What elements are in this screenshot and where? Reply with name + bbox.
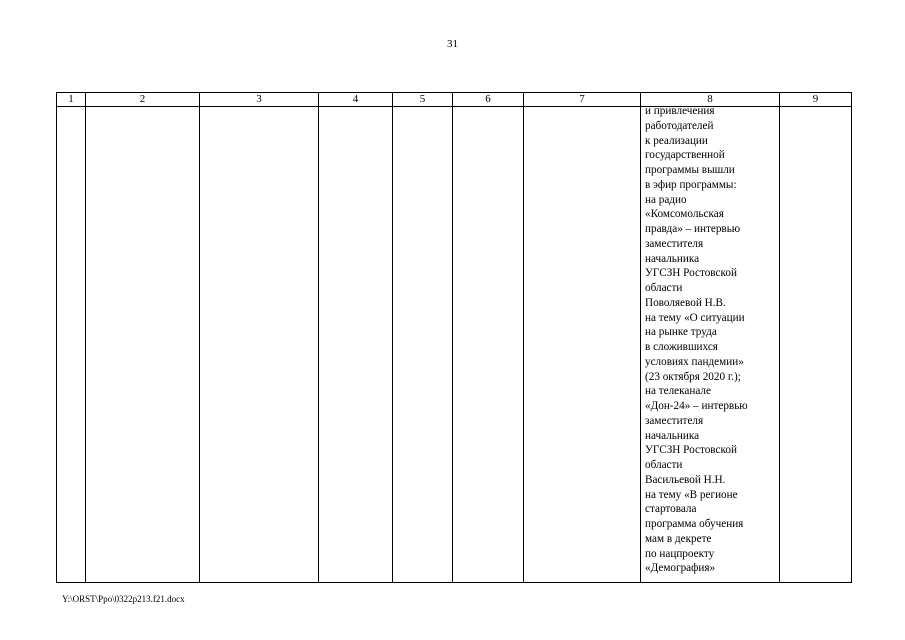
table-cell-col8 — [641, 107, 780, 583]
table-row — [57, 107, 852, 583]
column-header-6: 6 — [453, 93, 524, 107]
column-header-3: 3 — [200, 93, 319, 107]
table-cell-col5 — [393, 107, 453, 583]
table-cell-col4 — [319, 107, 393, 583]
table-cell-col6 — [453, 107, 524, 583]
cell-text-col8: и привлечения работодателей к реализации государственной программы вышли в эфир программы: на радио «Комсомольская правда» – интервью заместителя начальника УГСЗН Ростовской области Поволяевой Н.В. на тему «О ситуации на рынке труда в сложившихся условиях пандемии» (23 октября 2020 г.); на телеканале «Дон-24» – интервью заместителя начальника УГСЗН Ростовской области Васильевой Н.Н. на тему «В регионе стартовала программа обучения мам в декрете по нацпроекту «Демография» — [645, 105, 748, 575]
column-header-8: 8 — [641, 93, 780, 107]
column-header-1: 1 — [57, 93, 86, 107]
table-cell-col3 — [200, 107, 319, 583]
column-header-7: 7 — [524, 93, 641, 107]
column-header-4: 4 — [319, 93, 393, 107]
table-cell-col7 — [524, 107, 641, 583]
page-number: 31 — [447, 38, 458, 50]
column-header-2: 2 — [86, 93, 200, 107]
table-cell-col2 — [86, 107, 200, 583]
table-cell-col9 — [780, 107, 852, 583]
column-header-9: 9 — [780, 93, 852, 107]
report-table — [56, 92, 852, 583]
footer-file-path: Y:\ORST\Ppo\0322p213.f21.docx — [62, 594, 185, 604]
column-header-5: 5 — [393, 93, 453, 107]
table-cell-col1 — [57, 107, 86, 583]
